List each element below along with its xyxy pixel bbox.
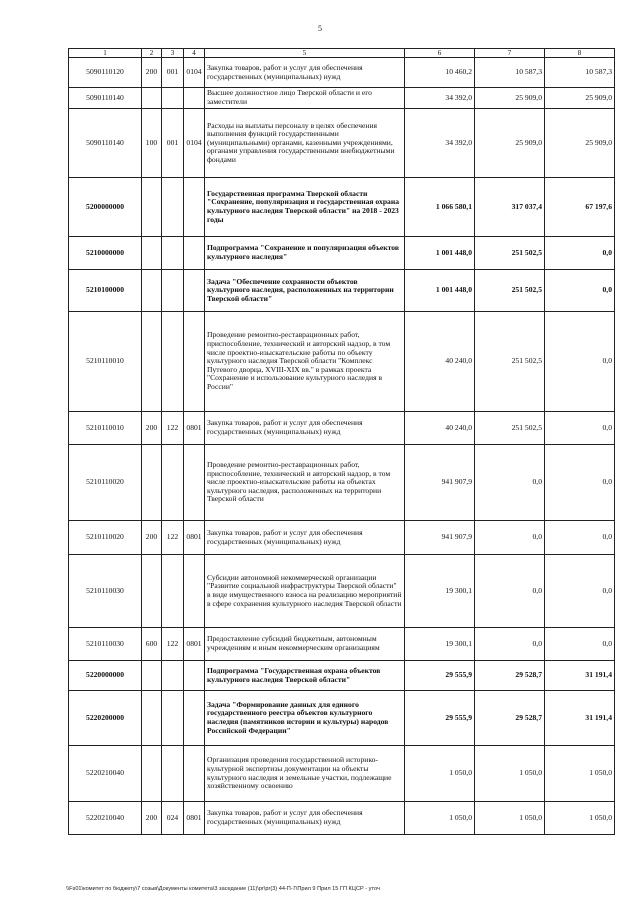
row-amount-3-cell: 1 050,0 <box>545 802 615 835</box>
row-section-cell <box>184 88 205 109</box>
row-code-cell: 5210110020 <box>69 521 142 555</box>
row-amount-2-cell: 1 050,0 <box>475 746 545 802</box>
column-header: 4 <box>184 49 205 58</box>
table-row <box>69 58 615 88</box>
row-amount-1-cell: 1 066 580,1 <box>405 178 475 237</box>
table-row <box>69 270 615 312</box>
row-kind-cell: 200 <box>142 802 162 835</box>
row-admin-cell <box>162 746 184 802</box>
column-header: 2 <box>142 49 162 58</box>
column-header: 7 <box>475 49 545 58</box>
row-code-cell: 5220210040 <box>69 746 142 802</box>
row-code-cell: 5210110010 <box>69 412 142 445</box>
table-row <box>69 691 615 746</box>
row-code-cell: 5200000000 <box>69 178 142 237</box>
row-code-cell: 5210110030 <box>69 555 142 628</box>
row-kind-cell: 600 <box>142 628 162 661</box>
row-code-cell: 5090110140 <box>69 109 142 178</box>
table-row <box>69 412 615 445</box>
row-kind-cell <box>142 237 162 270</box>
row-section-cell <box>184 661 205 691</box>
row-description-cell: Высшее должностное лицо Тверской области и его заместители <box>205 88 405 109</box>
row-amount-2-cell: 1 050,0 <box>475 802 545 835</box>
row-amount-1-cell: 941 907,9 <box>405 445 475 521</box>
row-section-cell: 0104 <box>184 58 205 88</box>
row-code-cell: 5090110120 <box>69 58 142 88</box>
row-amount-3-cell: 31 191,4 <box>545 661 615 691</box>
row-kind-cell: 200 <box>142 412 162 445</box>
table-row <box>69 178 615 237</box>
table-row <box>69 109 615 178</box>
row-kind-cell <box>142 746 162 802</box>
row-section-cell <box>184 178 205 237</box>
row-amount-2-cell: 10 587,3 <box>475 58 545 88</box>
row-amount-3-cell: 10 587,3 <box>545 58 615 88</box>
row-section-cell <box>184 237 205 270</box>
row-amount-3-cell: 0,0 <box>545 412 615 445</box>
row-kind-cell: 200 <box>142 521 162 555</box>
table-row <box>69 88 615 109</box>
row-code-cell: 5210100000 <box>69 270 142 312</box>
table-row <box>69 661 615 691</box>
row-kind-cell: 100 <box>142 109 162 178</box>
column-header: 8 <box>545 49 615 58</box>
row-amount-1-cell: 1 050,0 <box>405 746 475 802</box>
row-code-cell: 5210110030 <box>69 628 142 661</box>
row-code-cell: 5210110010 <box>69 312 142 412</box>
row-admin-cell <box>162 270 184 312</box>
row-section-cell <box>184 555 205 628</box>
row-description-cell: Субсидии автономной некоммерческой организации "Развитие социальной инфраструктуры Тверской области" в виде имущественного взноса на реализацию мероприятий в сфере сохранения культурного наследия Тверской области <box>205 555 405 628</box>
row-section-cell <box>184 312 205 412</box>
row-amount-1-cell: 10 460,2 <box>405 58 475 88</box>
row-code-cell: 5210110020 <box>69 445 142 521</box>
row-amount-3-cell: 1 050,0 <box>545 746 615 802</box>
row-section-cell <box>184 445 205 521</box>
row-amount-2-cell: 251 502,5 <box>475 312 545 412</box>
row-amount-3-cell: 25 909,0 <box>545 88 615 109</box>
row-amount-2-cell: 29 528,7 <box>475 691 545 746</box>
row-section-cell: 0104 <box>184 109 205 178</box>
table-row <box>69 802 615 835</box>
row-description-cell: Закупка товаров, работ и услуг для обеспечения государственных (муниципальных) нужд <box>205 412 405 445</box>
column-header: 3 <box>162 49 184 58</box>
row-code-cell: 5220210040 <box>69 802 142 835</box>
row-section-cell <box>184 691 205 746</box>
row-description-cell: Подпрограмма "Сохранение и популяризация объектов культурного наследия" <box>205 237 405 270</box>
row-description-cell: Проведение ремонтно-реставрационных работ, приспособление, технический и авторский надзор, в том числе проектно-изыскательские работы по объекту культурного наследия Тверской области "Комплекс Путевого дворца, XVIII-XIX вв." в рамках проекта "Сохранение и использование культурного наследия в России" <box>205 312 405 412</box>
row-description-cell: Государственная программа Тверской области "Сохранение, популяризация и государственная охрана культурного наследия Тверской области" на 2018 - 2023 годы <box>205 178 405 237</box>
row-kind-cell <box>142 445 162 521</box>
row-kind-cell <box>142 270 162 312</box>
row-kind-cell <box>142 555 162 628</box>
row-admin-cell <box>162 237 184 270</box>
row-admin-cell: 001 <box>162 58 184 88</box>
row-section-cell: 0801 <box>184 521 205 555</box>
row-amount-3-cell: 0,0 <box>545 555 615 628</box>
row-amount-3-cell: 0,0 <box>545 312 615 412</box>
row-amount-2-cell: 251 502,5 <box>475 270 545 312</box>
row-kind-cell <box>142 88 162 109</box>
table-row <box>69 521 615 555</box>
row-amount-3-cell: 0,0 <box>545 628 615 661</box>
row-code-cell: 5210000000 <box>69 237 142 270</box>
row-admin-cell <box>162 445 184 521</box>
table-row <box>69 628 615 661</box>
column-header: 6 <box>405 49 475 58</box>
row-amount-1-cell: 1 001 448,0 <box>405 270 475 312</box>
row-amount-3-cell: 67 197,6 <box>545 178 615 237</box>
row-amount-2-cell: 0,0 <box>475 521 545 555</box>
row-amount-2-cell: 251 502,5 <box>475 237 545 270</box>
row-description-cell: Организация проведения государственной историко-культурной экспертизы документации на объекты культурного наследия и земельные участки, подлежащие хозяйственному освоению <box>205 746 405 802</box>
row-admin-cell: 024 <box>162 802 184 835</box>
row-admin-cell <box>162 691 184 746</box>
row-description-cell: Расходы на выплаты персоналу в целях обеспечения выполнения функций государственными (муниципальными) органами, казенными учреждениями, органами управления государственными внебюджетными фондами <box>205 109 405 178</box>
row-kind-cell <box>142 312 162 412</box>
row-amount-1-cell: 19 300,1 <box>405 628 475 661</box>
row-description-cell: Закупка товаров, работ и услуг для обеспечения государственных (муниципальных) нужд <box>205 521 405 555</box>
row-kind-cell <box>142 691 162 746</box>
row-description-cell: Предоставление субсидий бюджетным, автономным учреждениям и иным некоммерческим организациям <box>205 628 405 661</box>
row-section-cell: 0801 <box>184 802 205 835</box>
row-kind-cell <box>142 178 162 237</box>
budget-table <box>68 48 615 835</box>
row-section-cell: 0801 <box>184 628 205 661</box>
column-header: 1 <box>69 49 142 58</box>
table-row <box>69 445 615 521</box>
row-code-cell: 5090110140 <box>69 88 142 109</box>
table-body <box>69 58 615 835</box>
row-amount-1-cell: 40 240,0 <box>405 312 475 412</box>
row-admin-cell: 122 <box>162 628 184 661</box>
row-code-cell: 5220200000 <box>69 691 142 746</box>
row-admin-cell <box>162 555 184 628</box>
table-row <box>69 555 615 628</box>
row-amount-1-cell: 40 240,0 <box>405 412 475 445</box>
row-amount-3-cell: 25 909,0 <box>545 109 615 178</box>
row-amount-3-cell: 0,0 <box>545 445 615 521</box>
row-kind-cell: 200 <box>142 58 162 88</box>
row-admin-cell: 122 <box>162 412 184 445</box>
row-amount-3-cell: 0,0 <box>545 270 615 312</box>
row-amount-2-cell: 25 909,0 <box>475 109 545 178</box>
row-admin-cell <box>162 88 184 109</box>
row-amount-1-cell: 1 050,0 <box>405 802 475 835</box>
row-admin-cell: 001 <box>162 109 184 178</box>
row-amount-2-cell: 25 909,0 <box>475 88 545 109</box>
row-code-cell: 5220000000 <box>69 661 142 691</box>
row-amount-1-cell: 1 001 448,0 <box>405 237 475 270</box>
row-description-cell: Подпрограмма "Государственная охрана объектов культурного наследия Тверской области" <box>205 661 405 691</box>
file-path-footer: \\Fs01\комитет по бюджету\7 созыв\Документы комитета\3 заседание (11)\pr\pr(3) 44-П-7\Прил 9 Прил 15 ГП КЦСР - уточ <box>66 886 380 892</box>
row-admin-cell <box>162 661 184 691</box>
row-amount-2-cell: 251 502,5 <box>475 412 545 445</box>
row-amount-2-cell: 317 037,4 <box>475 178 545 237</box>
page-number: 5 <box>318 24 322 33</box>
row-amount-1-cell: 19 300,1 <box>405 555 475 628</box>
row-amount-2-cell: 0,0 <box>475 628 545 661</box>
row-section-cell: 0801 <box>184 412 205 445</box>
row-amount-2-cell: 0,0 <box>475 445 545 521</box>
table-row <box>69 237 615 270</box>
row-description-cell: Задача "Обеспечение сохранности объектов культурного наследия, расположенных на территории Тверской области" <box>205 270 405 312</box>
row-section-cell <box>184 270 205 312</box>
row-admin-cell <box>162 312 184 412</box>
row-amount-3-cell: 31 191,4 <box>545 691 615 746</box>
row-admin-cell <box>162 178 184 237</box>
row-section-cell <box>184 746 205 802</box>
row-amount-1-cell: 941 907,9 <box>405 521 475 555</box>
table-header-row <box>69 49 615 58</box>
row-amount-2-cell: 0,0 <box>475 555 545 628</box>
row-amount-1-cell: 29 555,9 <box>405 691 475 746</box>
table-row <box>69 312 615 412</box>
row-amount-1-cell: 29 555,9 <box>405 661 475 691</box>
row-amount-3-cell: 0,0 <box>545 237 615 270</box>
row-description-cell: Проведение ремонтно-реставрационных работ, приспособление, технический и авторский надзор, в том числе проектно-изыскательские работы на объектах культурного наследия, расположенных на территории Тверской области <box>205 445 405 521</box>
row-description-cell: Закупка товаров, работ и услуг для обеспечения государственных (муниципальных) нужд <box>205 58 405 88</box>
row-amount-2-cell: 29 528,7 <box>475 661 545 691</box>
row-description-cell: Задача "Формирование данных для единого государственного реестра объектов культурного наследия (памятников истории и культуры) народов Российской Федерации" <box>205 691 405 746</box>
row-amount-1-cell: 34 392,0 <box>405 109 475 178</box>
row-kind-cell <box>142 661 162 691</box>
row-amount-3-cell: 0,0 <box>545 521 615 555</box>
column-header: 5 <box>205 49 405 58</box>
table-row <box>69 746 615 802</box>
row-admin-cell: 122 <box>162 521 184 555</box>
row-amount-1-cell: 34 392,0 <box>405 88 475 109</box>
row-description-cell: Закупка товаров, работ и услуг для обеспечения государственных (муниципальных) нужд <box>205 802 405 835</box>
